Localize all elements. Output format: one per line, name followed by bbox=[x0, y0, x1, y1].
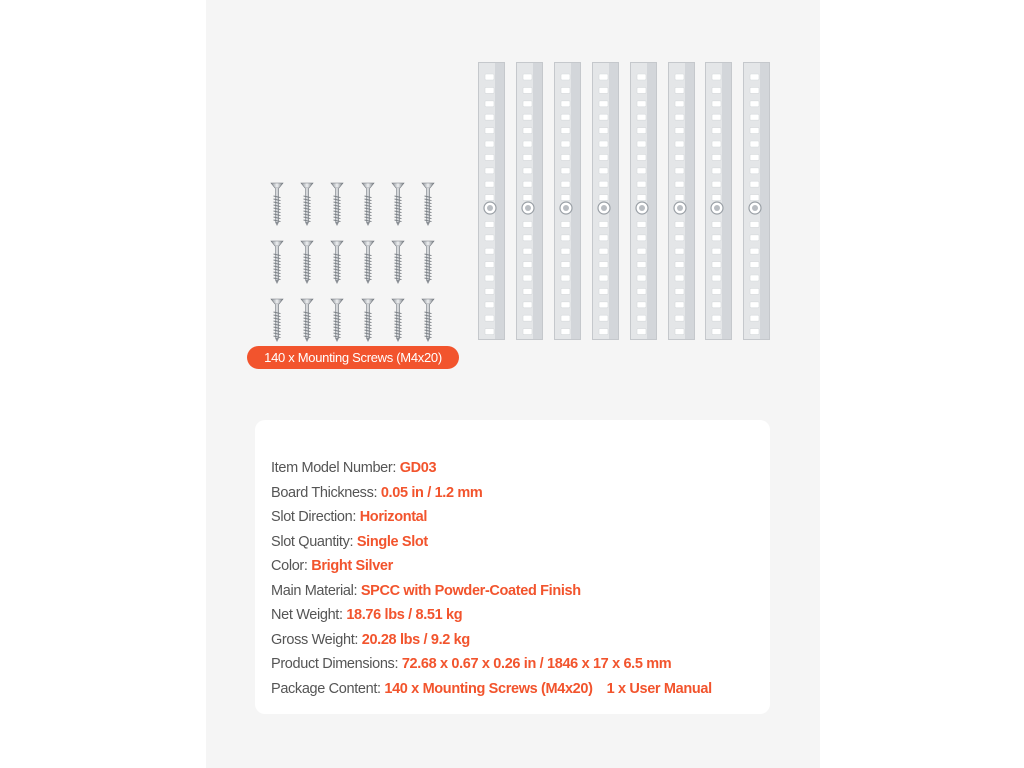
shelf-rail-icon bbox=[668, 62, 695, 340]
screw-icon bbox=[270, 240, 284, 284]
spec-row-slot-quantity bbox=[271, 530, 712, 555]
spec-value: GD03 bbox=[399, 460, 437, 476]
screw-icon bbox=[330, 182, 344, 226]
spec-label: Net Weight: bbox=[271, 607, 347, 623]
spec-value: SPCC with Powder-Coated Finish bbox=[360, 582, 581, 599]
spec-value: 140 x Mounting Screws (M4x20) bbox=[384, 680, 593, 697]
screw-icon bbox=[330, 240, 344, 284]
spec-value: Horizontal bbox=[359, 509, 428, 525]
spec-label: Slot Direction: bbox=[271, 509, 360, 525]
screws-badge-label: 140 x Mounting Screws (M4x20) bbox=[264, 350, 442, 365]
spec-row-package-content bbox=[271, 677, 712, 702]
screws-illustration bbox=[262, 180, 452, 340]
screw-icon bbox=[300, 240, 314, 284]
spec-label: Color: bbox=[271, 558, 312, 574]
spec-row-thickness bbox=[271, 481, 712, 506]
spec-row-gross-weight bbox=[271, 628, 712, 653]
shelf-rails-illustration bbox=[476, 62, 770, 340]
screw-icon bbox=[270, 298, 284, 342]
spec-label: Gross Weight: bbox=[271, 631, 362, 648]
spec-row-dimensions bbox=[271, 652, 712, 677]
screw-icon bbox=[361, 240, 375, 284]
spec-label: Item Model Number: bbox=[271, 460, 400, 476]
shelf-rail-icon bbox=[478, 62, 505, 340]
screw-icon bbox=[330, 298, 344, 342]
shelf-rail-icon bbox=[630, 62, 657, 340]
screw-icon bbox=[391, 240, 405, 284]
spec-row-color bbox=[271, 554, 712, 579]
spec-row-model bbox=[271, 456, 712, 481]
spec-label: Package Content: bbox=[271, 680, 385, 697]
spec-row-net-weight bbox=[271, 603, 712, 628]
screw-icon bbox=[361, 182, 375, 226]
screw-icon bbox=[391, 298, 405, 342]
spec-value: Single Slot bbox=[356, 533, 428, 550]
spec-label: Slot Quantity: bbox=[271, 533, 357, 550]
specifications-card bbox=[255, 420, 770, 714]
spec-row-slot-direction bbox=[271, 505, 712, 530]
screw-icon bbox=[300, 298, 314, 342]
shelf-rail-icon bbox=[516, 62, 543, 340]
screw-icon bbox=[421, 298, 435, 342]
screw-icon bbox=[421, 182, 435, 226]
spec-value: 18.76 lbs / 8.51 kg bbox=[346, 607, 463, 623]
screw-icon bbox=[391, 182, 405, 226]
shelf-rail-icon bbox=[554, 62, 581, 340]
spec-value: 0.05 in / 1.2 mm bbox=[380, 484, 483, 501]
spec-row-material bbox=[271, 579, 712, 604]
screw-icon bbox=[421, 240, 435, 284]
spec-value: 20.28 lbs / 9.2 kg bbox=[361, 631, 470, 648]
shelf-rail-icon bbox=[592, 62, 619, 340]
screws-badge bbox=[247, 346, 459, 369]
screw-icon bbox=[270, 182, 284, 226]
spec-label: Board Thickness: bbox=[271, 484, 381, 501]
spec-list bbox=[271, 456, 712, 701]
spec-label: Product Dimensions: bbox=[271, 656, 402, 672]
spec-value-extra: 1 x User Manual bbox=[606, 680, 712, 697]
shelf-rail-icon bbox=[743, 62, 770, 340]
spec-value: 72.68 x 0.67 x 0.26 in / 1846 x 17 x 6.5 mm bbox=[401, 656, 672, 672]
spec-value: Bright Silver bbox=[311, 558, 393, 574]
spec-label: Main Material: bbox=[271, 582, 361, 599]
shelf-rail-icon bbox=[705, 62, 732, 340]
screw-icon bbox=[300, 182, 314, 226]
screw-icon bbox=[361, 298, 375, 342]
